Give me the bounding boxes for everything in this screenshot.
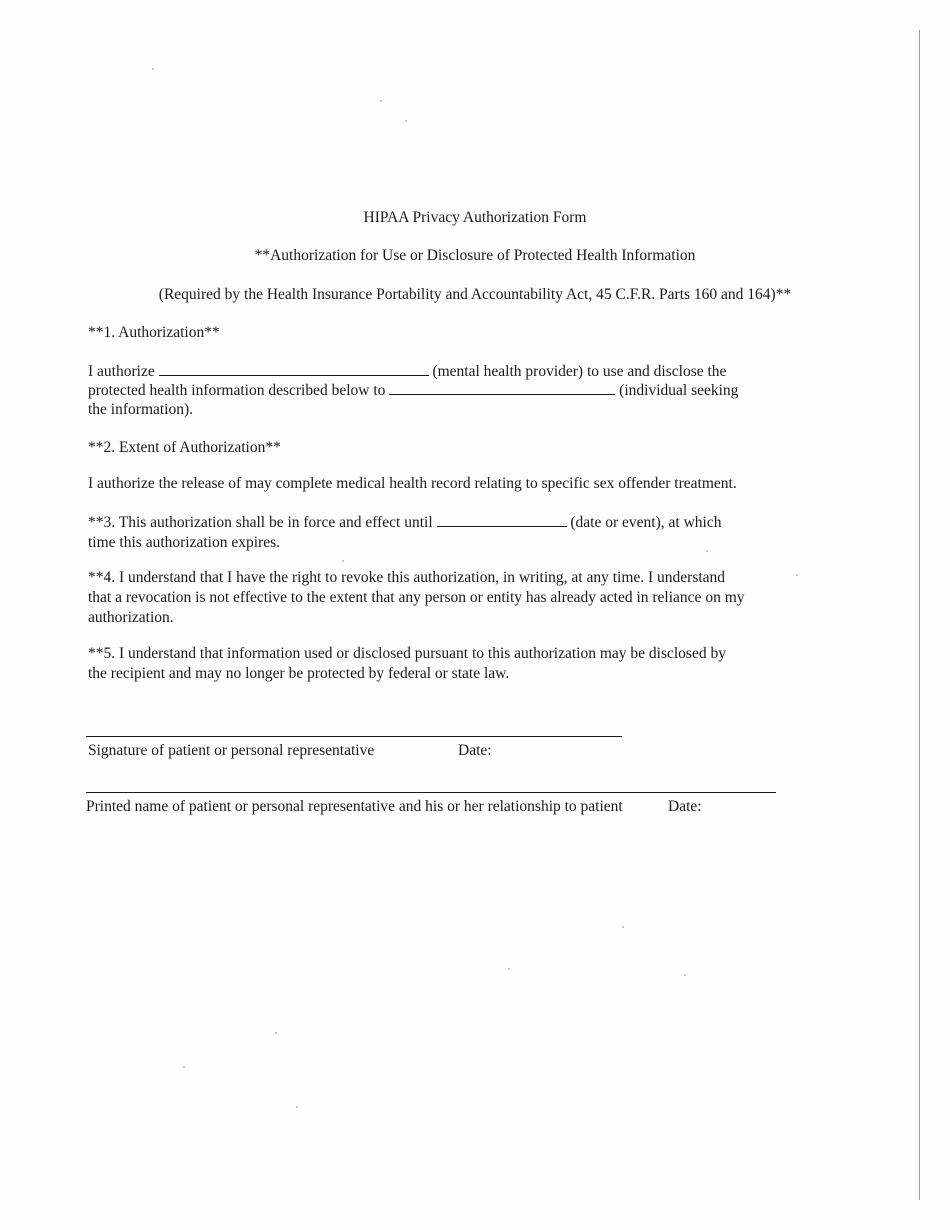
section2-heading: **2. Extent of Authorization**	[88, 439, 281, 456]
scan-speck	[183, 1066, 185, 1068]
section1-line1-prefix: I authorize	[88, 363, 155, 380]
scan-speck	[380, 100, 382, 102]
form-subtitle: **Authorization for Use or Disclosure of Protected Health Information	[254, 247, 696, 264]
scan-speck	[508, 968, 510, 970]
printed-name-date-label: Date:	[668, 798, 702, 815]
section3-line1-prefix: **3. This authorization shall be in force and effect until	[88, 514, 433, 531]
section4-line2: that a revocation is not effective to the extent that any person or entity has already acted in reliance on my	[88, 589, 745, 606]
section3-line1	[88, 512, 721, 532]
scan-speck	[152, 68, 154, 70]
section1-line2	[88, 380, 738, 400]
signature-label: Signature of patient or personal representative	[88, 742, 375, 759]
section5-line1: **5. I understand that information used or disclosed pursuant to this authorization may be disclosed by	[88, 645, 726, 662]
scan-speck	[684, 974, 686, 976]
section3-line1-suffix: (date or event), at which	[570, 514, 722, 531]
scan-speck	[796, 574, 798, 576]
section3-line2: time this authorization expires.	[88, 534, 280, 551]
recipient-name-field[interactable]	[389, 380, 615, 395]
section1-line1-suffix: (mental health provider) to use and disclose the	[432, 363, 727, 380]
scan-speck	[275, 1032, 277, 1034]
form-title: HIPAA Privacy Authorization Form	[363, 209, 587, 226]
section4-line3: authorization.	[88, 609, 174, 626]
printed-name-label: Printed name of patient or personal representative and his or her relationship to patient	[86, 798, 623, 815]
form-requirement: (Required by the Health Insurance Portability and Accountability Act, 45 C.F.R. Parts 160 and 164)**	[158, 286, 792, 303]
scan-speck	[342, 560, 344, 562]
section4-line1: **4. I understand that I have the right to revoke this authorization, in writing, at any time. I understand	[88, 569, 726, 586]
section1-line2-prefix: protected health information described below to	[88, 382, 386, 399]
section1-line1	[88, 361, 726, 381]
section1-line2-suffix: (individual seeking	[619, 382, 739, 399]
scan-speck	[706, 550, 708, 552]
scan-speck	[405, 120, 407, 122]
section1-line3: the information).	[88, 401, 194, 418]
section2-text: I authorize the release of may complete medical health record relating to specific sex offender treatment.	[88, 475, 737, 492]
scan-speck	[622, 926, 624, 928]
printed-name-line[interactable]	[86, 792, 776, 793]
section1-heading: **1. Authorization**	[88, 324, 220, 341]
expiration-date-field[interactable]	[437, 512, 567, 527]
provider-name-field[interactable]	[159, 361, 429, 376]
scan-speck	[296, 1106, 298, 1108]
signature-date-label: Date:	[458, 742, 492, 759]
scan-edge-line	[919, 30, 920, 1200]
section5-line2: the recipient and may no longer be protected by federal or state law.	[88, 665, 510, 682]
signature-line[interactable]	[86, 736, 622, 737]
